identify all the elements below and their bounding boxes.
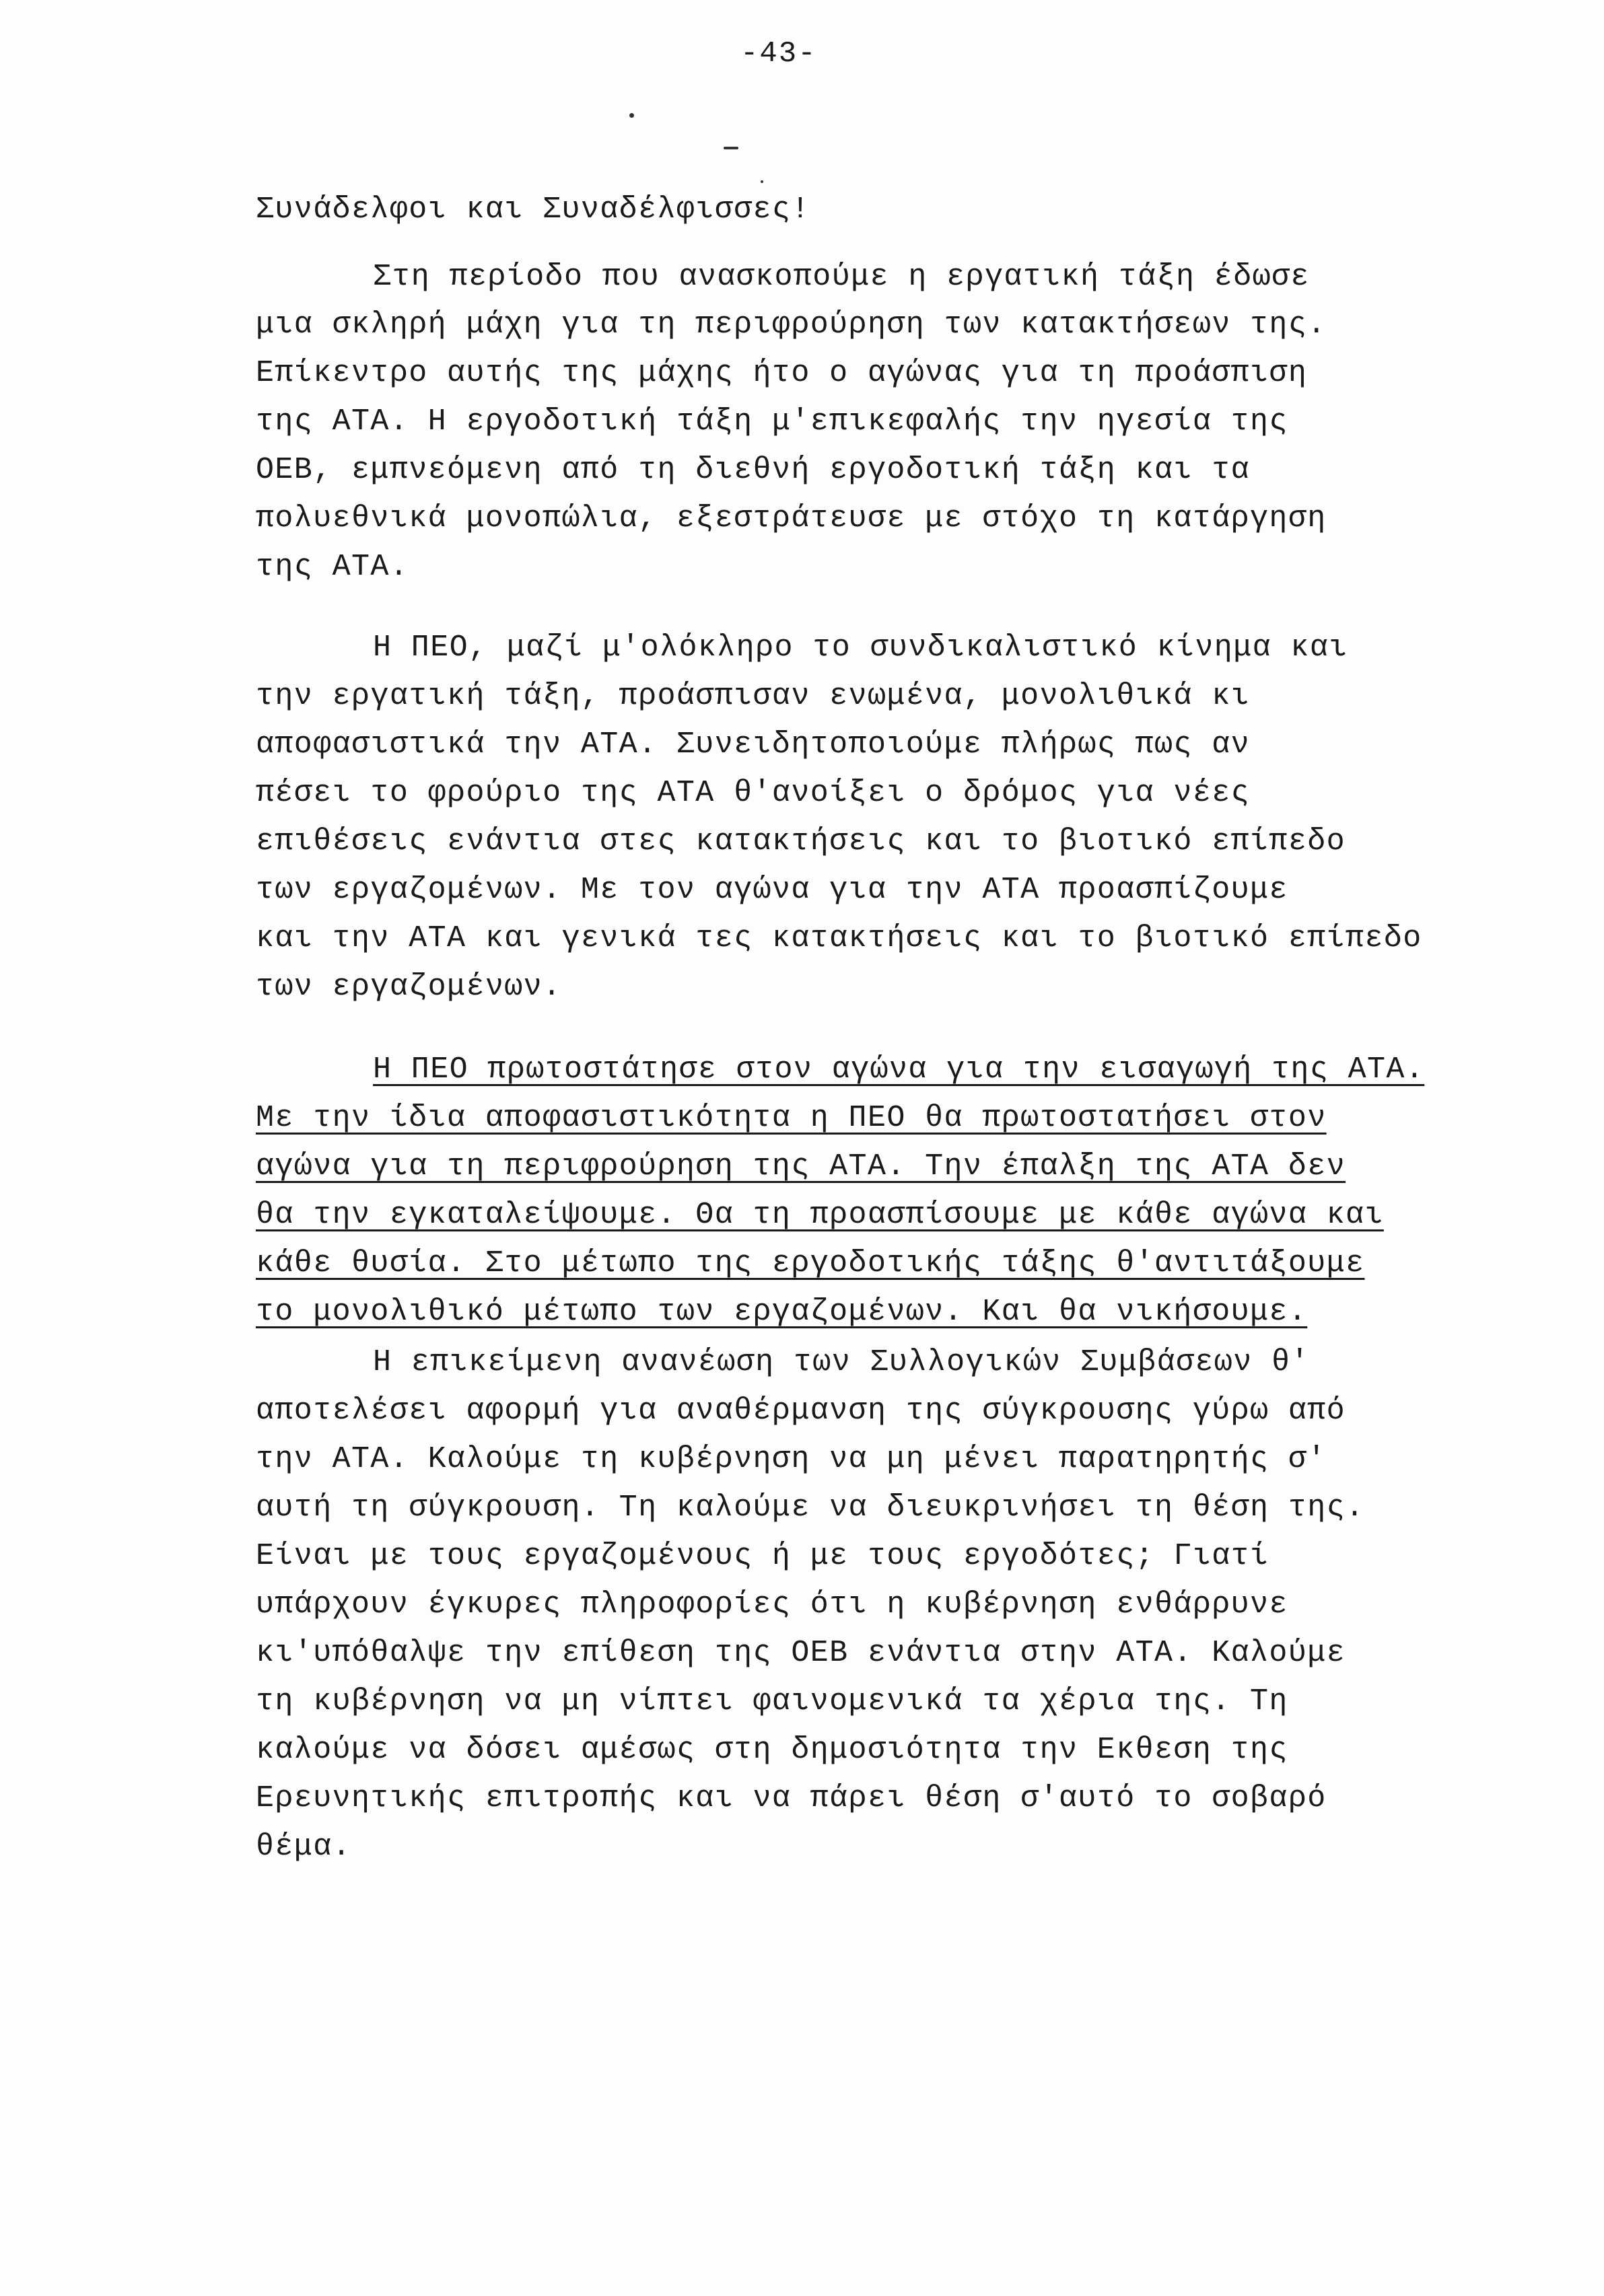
paragraph-1-line: πολυεθνικά μονοπώλια, εξεστράτευσε με στόχο τη κατάργηση: [256, 501, 1327, 536]
paragraph-2-line: των εργαζομένων. Με τον αγώνα για την ΑΤΑ προασπίζουμε: [256, 873, 1288, 907]
paragraph-1-line: Στη περίοδο που ανασκοπούμε η εργατική τάξη έδωσε: [373, 260, 1310, 294]
paragraph-4-line: Η επικείμενη ανανέωση των Συλλογικών Συμβάσεων θ': [373, 1345, 1310, 1379]
paragraph-4-line: Ερευνητικής επιτροπής και να πάρει θέση σ'αυτό το σοβαρό: [256, 1781, 1327, 1816]
paragraph-3-underlined-line: θα την εγκαταλείψουμε. Θα τη προασπίσουμε με κάθε αγώνα και: [256, 1198, 1384, 1232]
page-number: -43-: [740, 37, 817, 71]
paragraph-2-line: επιθέσεις ενάντια στες κατακτήσεις και το βιοτικό επίπεδο: [256, 824, 1346, 859]
paragraph-2-line: και την ΑΤΑ και γενικά τες κατακτήσεις και το βιοτικό επίπεδο: [256, 921, 1422, 956]
scan-speck: [724, 147, 738, 149]
paragraph-4-line: καλούμε να δόσει αμέσως στη δημοσιότητα την Εκθεση της: [256, 1733, 1288, 1767]
paragraph-1-line: της ΑΤΑ.: [256, 550, 409, 584]
paragraph-3-underlined-line: το μονολιθικό μέτωπο των εργαζομένων. Και θα νικήσουμε.: [256, 1295, 1308, 1329]
paragraph-2-line: αποφασιστικά την ΑΤΑ. Συνειδητοποιούμε πλήρως πως αν: [256, 727, 1251, 762]
paragraph-4-line: αποτελέσει αφορμή για αναθέρμανση της σύγκρουσης γύρω από: [256, 1394, 1346, 1428]
paragraph-1-line: μια σκληρή μάχη για τη περιφρούρηση των κατακτήσεων της.: [256, 308, 1327, 342]
paragraph-4-line: κι'υπόθαλψε την επίθεση της ΟΕΒ ενάντια στην ΑΤΑ. Καλούμε: [256, 1636, 1346, 1670]
paragraph-2-line: πέσει το φρούριο της ΑΤΑ θ'ανοίξει ο δρόμος για νέες: [256, 776, 1251, 810]
paragraph-4-line: υπάρχουν έγκυρες πληροφορίες ότι η κυβέρνηση ενθάρρυνε: [256, 1587, 1288, 1622]
paragraph-1-line: της ΑΤΑ. Η εργοδοτική τάξη μ'επικεφαλής την ηγεσία της: [256, 404, 1288, 439]
scan-speck: [629, 113, 634, 118]
paragraph-3-underlined-line: κάθε θυσία. Στο μέτωπο της εργοδοτικής τάξης θ'αντιτάξουμε: [256, 1246, 1365, 1281]
paragraph-4-line: θέμα.: [256, 1830, 352, 1864]
paragraph-3-underlined-line: Με την ίδια αποφασιστικότητα η ΠΕΟ θα πρωτοστατήσει στον: [256, 1101, 1327, 1135]
paragraph-3-underlined-line: αγώνα για τη περιφρούρηση της ΑΤΑ. Την έπαλξη της ΑΤΑ δεν: [256, 1149, 1346, 1184]
paragraph-3-underlined-line: Η ΠΕΟ πρωτοστάτησε στον αγώνα για την εισαγωγή της ΑΤΑ.: [373, 1052, 1425, 1087]
paragraph-4-line: αυτή τη σύγκρουση. Τη καλούμε να διευκρινήσει τη θέση της.: [256, 1491, 1365, 1525]
salutation: Συνάδελφοι και Συναδέλφισσες!: [256, 192, 810, 227]
paragraph-2-line: Η ΠΕΟ, μαζί μ'ολόκληρο το συνδικαλιστικό κίνημα και: [373, 631, 1348, 665]
paragraph-2-line: την εργατική τάξη, προάσπισαν ενωμένα, μονολιθικά κι: [256, 679, 1251, 713]
paragraph-2-line: των εργαζομένων.: [256, 970, 562, 1004]
paragraph-4-line: την ΑΤΑ. Καλούμε τη κυβέρνηση να μη μένει παρατηρητής σ': [256, 1442, 1327, 1476]
paragraph-4-line: τη κυβέρνηση να μη νίπτει φαινομενικά τα χέρια της. Τη: [256, 1684, 1288, 1719]
paragraph-1-line: ΟΕΒ, εμπνεόμενη από τη διεθνή εργοδοτική τάξη και τα: [256, 453, 1251, 487]
paragraph-4-line: Είναι με τους εργαζομένους ή με τους εργοδότες; Γιατί: [256, 1539, 1269, 1573]
paragraph-1-line: Επίκεντρο αυτής της μάχης ήτο ο αγώνας για τη προάσπιση: [256, 356, 1308, 390]
scan-speck: [761, 180, 763, 183]
